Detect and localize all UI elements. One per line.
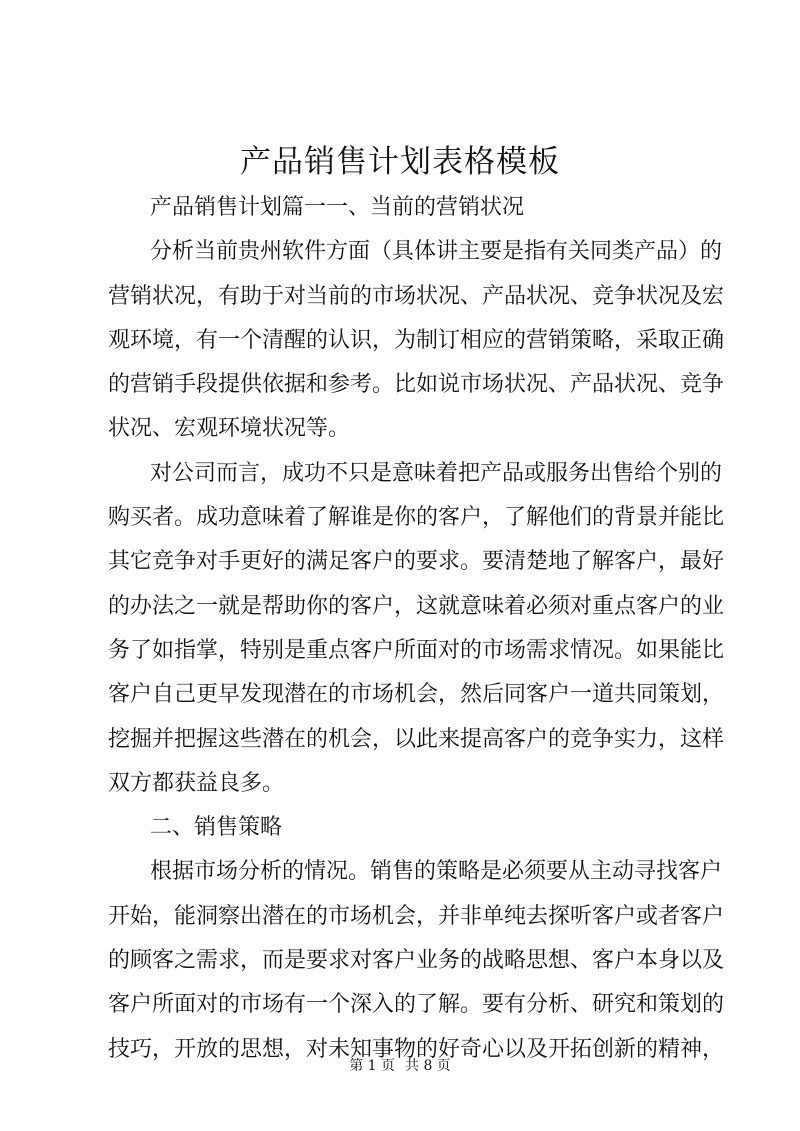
document-body bbox=[108, 186, 725, 1072]
body-line: 营销状况，有助于对当前的市场状况、产品状况、竞争状况及宏 bbox=[108, 283, 725, 309]
body-line: 根据市场分析的情况。销售的策略是必须要从主动寻找客户 bbox=[150, 859, 723, 885]
body-line: 对公司而言，成功不只是意味着把产品或服务出售给个别的 bbox=[150, 460, 723, 486]
body-line: 客户自己更早发现潜在的市场机会，然后同客户一道共同策划， bbox=[108, 682, 725, 708]
body-line: 状况、宏观环境状况等。 bbox=[108, 416, 351, 442]
body-line: 的办法之一就是帮助你的客户，这就意味着必须对重点客户的业 bbox=[108, 593, 725, 619]
body-line: 双方都获益良多。 bbox=[108, 770, 285, 796]
body-line: 其它竞争对手更好的满足客户的要求。要清楚地了解客户，最好 bbox=[108, 549, 725, 575]
body-line: 务了如指掌，特别是重点客户所面对的市场需求情况。如果能比 bbox=[108, 637, 725, 663]
body-line: 观环境，有一个清醒的认识，为制订相应的营销策略，采取正确 bbox=[108, 327, 725, 353]
page-total: 共 8 页 bbox=[405, 1058, 451, 1074]
body-line: 的营销手段提供依据和参考。比如说市场状况、产品状况、竞争 bbox=[108, 372, 725, 398]
body-line: 分析当前贵州软件方面（具体讲主要是指有关同类产品）的 bbox=[150, 239, 723, 265]
body-line: 技巧，开放的思想，对未知事物的好奇心以及开拓创新的精神， bbox=[108, 1036, 725, 1062]
page-footer bbox=[0, 1056, 800, 1076]
document-title: 产品销售计划表格模板 bbox=[240, 144, 560, 180]
body-line: 的顾客之需求，而是要求对客户业务的战略思想、客户本身以及 bbox=[108, 948, 725, 974]
body-line: 客户所面对的市场有一个深入的了解。要有分析、研究和策划的 bbox=[108, 992, 725, 1018]
body-line: 产品销售计划篇一一、当前的营销状况 bbox=[150, 195, 525, 220]
body-line: 购买者。成功意味着了解谁是你的客户，了解他们的背景并能比 bbox=[108, 505, 725, 531]
section-heading: 二、销售策略 bbox=[150, 815, 283, 841]
body-line: 开始，能洞察出潜在的市场机会，并非单纯去探听客户或者客户 bbox=[108, 903, 725, 929]
body-line: 挖掘并把握这些潜在的机会，以此来提高客户的竞争实力，这样 bbox=[108, 726, 725, 752]
page-number: 第 1 页 bbox=[349, 1058, 395, 1074]
